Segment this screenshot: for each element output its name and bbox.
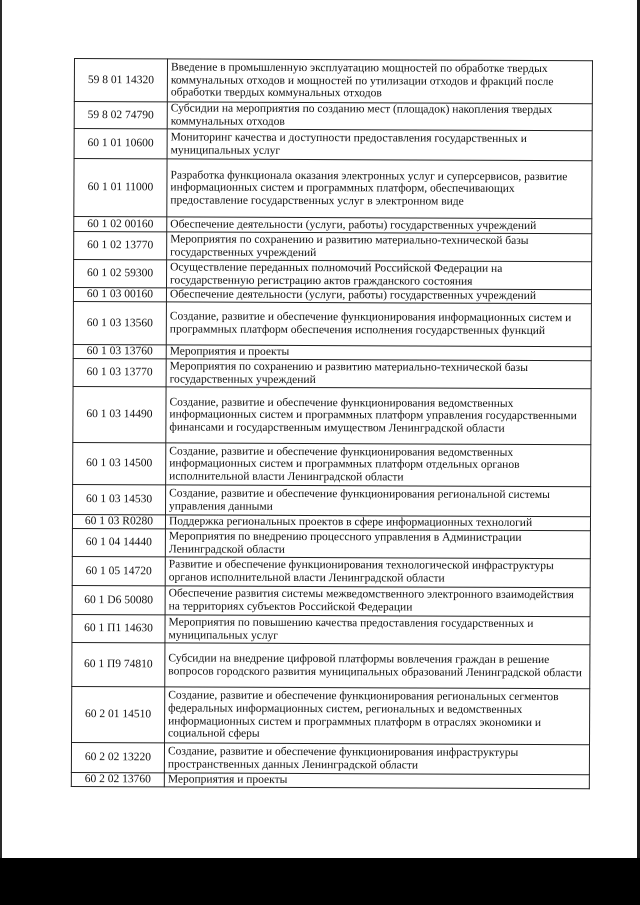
row-description: Мероприятия по внедрению процессного управления в Администрации Ленинградской области bbox=[165, 529, 590, 559]
row-description: Субсидии на внедрение цифровой платформы вовлечения граждан в решение вопросов городского развития муниципальных образований Ленинградской области bbox=[165, 643, 590, 689]
row-code: 60 2 02 13760 bbox=[71, 772, 164, 786]
budget-classification-table bbox=[71, 58, 593, 789]
table-row bbox=[73, 358, 591, 388]
row-code: 60 1 П9 74810 bbox=[72, 642, 165, 686]
table-row bbox=[73, 442, 591, 486]
table-row bbox=[72, 556, 590, 587]
table-row bbox=[73, 386, 591, 444]
row-code: 60 2 01 14510 bbox=[72, 686, 165, 742]
table-row bbox=[71, 742, 589, 774]
table-row bbox=[72, 686, 590, 744]
row-description: Мероприятия по повышению качества предоставления государственных и муниципальных услуг bbox=[165, 615, 590, 645]
row-code: 60 1 03 13560 bbox=[73, 301, 166, 344]
row-description: Создание, развитие и обеспечение функционирования информационных систем и программных платформ обеспечения исполнения государственных функций bbox=[166, 302, 591, 347]
row-code: 60 1 02 00160 bbox=[74, 217, 167, 232]
row-code: 59 8 01 14320 bbox=[74, 59, 167, 102]
table-row bbox=[72, 614, 590, 644]
row-description: Обеспечение развития системы межведомственного электронного взаимодействия на территориях субъектов Российской Федерации bbox=[165, 586, 590, 617]
row-code: 60 1 03 R0280 bbox=[72, 514, 165, 528]
table-row bbox=[74, 129, 592, 161]
row-code: 60 1 02 59300 bbox=[73, 260, 166, 288]
table-row bbox=[73, 260, 591, 290]
row-description: Создание, развитие и обеспечение функционирования региональной системы управления данными bbox=[166, 485, 591, 517]
row-code: 60 1 D6 50080 bbox=[72, 585, 165, 614]
row-code: 60 1 01 11000 bbox=[74, 159, 167, 217]
row-description: Мониторинг качества и доступности предоставления государственных и муниципальных услуг bbox=[167, 129, 592, 161]
table-row bbox=[72, 642, 590, 688]
row-description: Поддержка региональных проектов в сфере информационных технологий bbox=[165, 515, 590, 531]
row-code: 60 1 03 14490 bbox=[73, 386, 166, 442]
row-code: 59 8 02 74790 bbox=[74, 102, 167, 129]
row-description: Субсидии на мероприятия по созданию мест (площадок) накопления твердых коммунальных отходов bbox=[167, 102, 592, 131]
row-code: 60 1 П1 14630 bbox=[72, 614, 165, 642]
row-description: Мероприятия и проекты bbox=[164, 773, 589, 789]
row-code: 60 1 03 13770 bbox=[73, 358, 166, 386]
row-code: 60 1 01 10600 bbox=[74, 129, 167, 159]
scan-bottom-border bbox=[0, 858, 640, 905]
table-row bbox=[74, 59, 592, 104]
row-description: Создание, развитие и обеспечение функционирования региональных сегментов федеральных информационных систем, региональных и ведомственных информационных систем и программных платформ в отраслях экономики и социальной сферы bbox=[165, 687, 590, 745]
table-row bbox=[72, 585, 590, 616]
row-description: Осуществление переданных полномочий Российской Федерации на государственную регистрацию актов гражданского состояния bbox=[166, 260, 591, 290]
table-row bbox=[73, 301, 591, 346]
row-code: 60 1 04 14440 bbox=[72, 528, 165, 556]
table-row bbox=[72, 528, 590, 558]
table-row bbox=[71, 772, 589, 788]
row-code: 60 1 03 14500 bbox=[73, 442, 166, 484]
row-description: Создание, развитие и обеспечение функционирования ведомственных информационных систем и программных платформ управления государственными финансами и государственным имуществом Ленинградской области bbox=[166, 387, 591, 445]
table-row bbox=[73, 484, 591, 516]
row-description: Создание, развитие и обеспечение функционирования ведомственных информационных систем и программных платформ отдельных органов исполнительной власти Ленинградской области bbox=[166, 443, 591, 487]
row-description: Создание, развитие и обеспечение функционирования инфраструктуры пространственных данных Ленинградской области bbox=[164, 743, 589, 775]
row-code: 60 1 03 13760 bbox=[73, 344, 166, 358]
row-description: Введение в промышленную эксплуатацию мощностей по обработке твердых коммунальных отходов и мощностей по утилизации отходов и фракций после обработки твердых коммунальных отходов bbox=[167, 59, 592, 104]
row-description: Обеспечение деятельности (услуги, работы) государственных учреждений bbox=[166, 288, 591, 304]
row-description: Мероприятия по сохранению и развитию материально-технической базы государственных учреждений bbox=[166, 359, 591, 389]
scan-edge-left bbox=[0, 0, 2, 860]
table-row bbox=[74, 102, 592, 131]
table-row bbox=[74, 159, 592, 219]
row-description: Мероприятия и проекты bbox=[166, 345, 591, 361]
row-code: 60 2 02 13220 bbox=[71, 742, 164, 772]
row-description: Мероприятия по сохранению и развитию материально-технической базы государственных учреждений bbox=[167, 232, 592, 262]
row-code: 60 1 03 00160 bbox=[73, 288, 166, 302]
row-code: 60 1 05 14720 bbox=[72, 556, 165, 585]
row-code: 60 1 02 13770 bbox=[74, 232, 167, 260]
row-description: Разработка функционала оказания электронных услуг и суперсервисов, развитие информационных систем и программных платформ, обеспечивающих предоставление государственных услуг в электронном виде bbox=[167, 159, 592, 219]
row-code: 60 1 03 14530 bbox=[73, 484, 166, 514]
row-description: Обеспечение деятельности (услуги, работы) государственных учреждений bbox=[167, 217, 592, 234]
table-row bbox=[74, 232, 592, 262]
row-description: Развитие и обеспечение функционирования технологической инфраструктуры органов исполнительной власти Ленинградской области bbox=[165, 557, 590, 588]
